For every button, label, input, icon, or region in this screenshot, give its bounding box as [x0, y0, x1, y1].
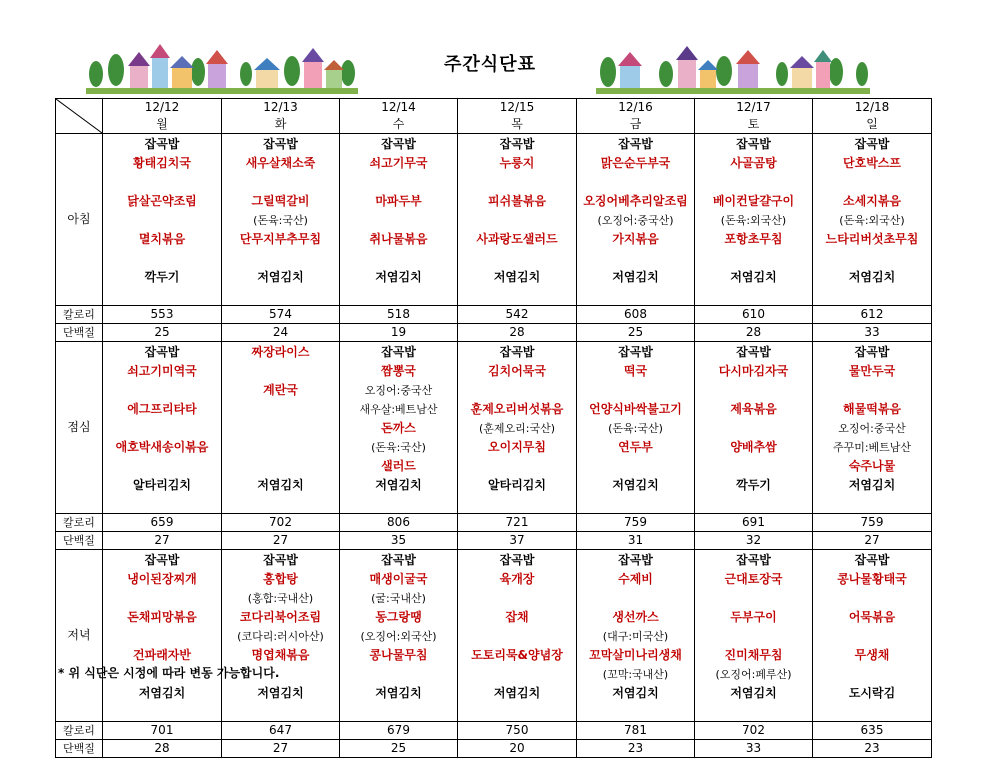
- menu-item: [222, 457, 339, 476]
- menu-item: 쇠고기무국: [369, 156, 428, 170]
- menu-item: 사과랑도샐러드: [476, 232, 558, 246]
- day-header: [695, 99, 813, 134]
- menu-item: 수제비: [618, 572, 653, 586]
- menu-item: 베이컨달걀구이: [712, 194, 795, 208]
- menu-cell: [340, 342, 458, 514]
- menu-item: 가지볶음: [612, 232, 659, 246]
- protein-value: 28: [458, 324, 577, 342]
- menu-item: 도시락김: [848, 686, 896, 700]
- header-row: [56, 99, 932, 134]
- menu-item: 잡곡밥: [499, 345, 535, 359]
- menu-item: 소세지볶음: [843, 194, 901, 208]
- menu-item: 샐러드: [381, 459, 416, 473]
- calorie-value: 542: [458, 306, 577, 324]
- meal-name: 저녁: [56, 550, 103, 722]
- menu-item: [222, 362, 339, 381]
- menu-cell: [458, 134, 577, 306]
- protein-value: 25: [103, 324, 222, 342]
- calorie-value: 679: [340, 722, 458, 740]
- protein-value: 27: [222, 532, 340, 550]
- menu-item: 저염김치: [612, 478, 659, 492]
- meal-row: [56, 342, 932, 514]
- protein-value: 27: [103, 532, 222, 550]
- menu-item: [458, 457, 576, 476]
- menu-item: [458, 249, 576, 268]
- menu-item: 잡곡밥: [144, 345, 180, 359]
- calorie-value: 574: [222, 306, 340, 324]
- menu-item: 저염김치: [375, 478, 422, 492]
- menu-item: 잡곡밥: [854, 345, 890, 359]
- menu-item: 저염김치: [375, 270, 422, 284]
- menu-item: [813, 381, 931, 400]
- menu-item: [103, 627, 221, 646]
- menu-item: 물만두국: [848, 364, 896, 378]
- menu-cell: [458, 550, 577, 722]
- diagonal-line: [56, 99, 102, 133]
- footnote: * 위 식단은 시정에 따라 변동 가능합니다.: [58, 666, 280, 680]
- menu-item: 잡곡밥: [263, 553, 298, 567]
- menu-item: [340, 665, 457, 684]
- menu-item: (오징어:페루산): [715, 668, 792, 681]
- menu-item: [458, 665, 576, 684]
- menu-item: 잡곡밥: [381, 345, 416, 359]
- calorie-value: 659: [103, 514, 222, 532]
- menu-item: (돈육:외국산): [839, 214, 905, 227]
- village-illustration-right: [596, 44, 870, 94]
- protein-value: 23: [813, 740, 932, 758]
- menu-cell: [695, 550, 813, 722]
- menu-item: 깍두기: [144, 270, 180, 284]
- day-header: [340, 99, 458, 134]
- menu-item: 잡곡밥: [381, 553, 416, 567]
- menu-item: 해물떡볶음: [843, 402, 901, 416]
- menu-item: 저염김치: [257, 478, 304, 492]
- menu-item: (돈육:국산): [371, 441, 426, 454]
- menu-item: 잡곡밥: [499, 553, 535, 567]
- menu-item: [695, 457, 812, 476]
- menu-cell: [103, 550, 222, 722]
- menu-item: 생선까스: [612, 610, 659, 624]
- menu-item: 숙주나물: [848, 459, 896, 473]
- menu-item: [695, 419, 812, 438]
- day-header: [222, 99, 340, 134]
- menu-item: 잡곡밥: [736, 137, 771, 151]
- menu-item: 콩나물무침: [369, 648, 428, 662]
- protein-value: 37: [458, 532, 577, 550]
- menu-item: 그릴떡갈비: [251, 194, 310, 208]
- menu-item: 잡곡밥: [736, 345, 771, 359]
- meal-name: 아침: [56, 134, 103, 306]
- day-date: 12/17: [736, 100, 771, 114]
- menu-item: 에그프리타타: [127, 402, 197, 416]
- menu-item: 매생이굴국: [369, 572, 428, 586]
- calorie-value: 701: [103, 722, 222, 740]
- calorie-value: 608: [577, 306, 695, 324]
- menu-item: 저염김치: [375, 686, 422, 700]
- menu-item: 맑은순두부국: [600, 156, 671, 170]
- protein-label: 단백질: [56, 740, 103, 758]
- calorie-value: 781: [577, 722, 695, 740]
- menu-item: 잡곡밥: [381, 137, 416, 151]
- protein-row: [56, 740, 932, 758]
- calorie-value: 759: [577, 514, 695, 532]
- menu-item: [458, 173, 576, 192]
- menu-cell: [458, 342, 577, 514]
- meal-name: 점심: [56, 342, 103, 514]
- menu-item: 육개장: [499, 572, 535, 586]
- menu-item: 홍합탕: [263, 572, 298, 586]
- menu-item: [103, 173, 221, 192]
- menu-item: 잡곡밥: [263, 137, 298, 151]
- meal-row: [56, 550, 932, 722]
- menu-item: 잡곡밥: [618, 345, 653, 359]
- menu-item: [813, 627, 931, 646]
- day-header: [577, 99, 695, 134]
- menu-item: [695, 249, 812, 268]
- protein-row: [56, 532, 932, 550]
- protein-value: 19: [340, 324, 458, 342]
- menu-cell: [695, 134, 813, 306]
- protein-value: 31: [577, 532, 695, 550]
- menu-item: 근대토장국: [724, 572, 783, 586]
- menu-item: 동그랑땡: [375, 610, 422, 624]
- menu-item: (홍합:국내산): [247, 592, 314, 605]
- menu-item: [695, 627, 812, 646]
- menu-item: [577, 249, 694, 268]
- menu-cell: [813, 342, 932, 514]
- menu-item: 김치어묵국: [488, 364, 546, 378]
- calorie-label: 칼로리: [56, 514, 103, 532]
- menu-item: [813, 173, 931, 192]
- menu-item: 마파두부: [375, 194, 422, 208]
- menu-item: 오징어:중국산: [364, 384, 433, 397]
- menu-item: 저염김치: [730, 270, 777, 284]
- menu-cell: [813, 134, 932, 306]
- calorie-value: 702: [222, 514, 340, 532]
- day-header: [103, 99, 222, 134]
- menu-cell: [577, 342, 695, 514]
- calorie-value: 612: [813, 306, 932, 324]
- menu-item: 짜장라이스: [251, 345, 310, 359]
- meal-row: [56, 134, 932, 306]
- menu-item: 저염김치: [730, 686, 777, 700]
- village-illustration-left: [86, 44, 358, 94]
- day-date: 12/15: [499, 100, 535, 114]
- menu-item: (오징어:외국산): [360, 630, 437, 643]
- menu-item: 훈제오리버섯볶음: [470, 402, 564, 416]
- menu-item: 잡곡밥: [144, 137, 180, 151]
- menu-item: 잡채: [505, 610, 529, 624]
- menu-item: 알타리김치: [488, 478, 546, 492]
- menu-item: 명엽채볶음: [251, 648, 310, 662]
- corner-cell: [56, 99, 103, 134]
- menu-item: [222, 419, 339, 438]
- protein-value: 25: [340, 740, 458, 758]
- menu-item: [103, 249, 221, 268]
- menu-item: [695, 589, 812, 608]
- menu-cell: [103, 134, 222, 306]
- menu-cell: [695, 342, 813, 514]
- menu-item: [103, 457, 221, 476]
- protein-value: 33: [695, 740, 813, 758]
- menu-cell: [222, 342, 340, 514]
- menu-item: 잡곡밥: [854, 137, 890, 151]
- menu-item: 잡곡밥: [144, 553, 180, 567]
- menu-item: 오이지무침: [488, 440, 546, 454]
- menu-item: [813, 665, 931, 684]
- calorie-value: 553: [103, 306, 222, 324]
- menu-item: [813, 589, 931, 608]
- protein-value: 28: [695, 324, 813, 342]
- menu-item: 진미채무침: [724, 648, 783, 662]
- menu-item: [222, 400, 339, 419]
- menu-cell: [577, 550, 695, 722]
- menu-item: 새우살:베트남산: [359, 403, 438, 416]
- menu-item: 짬뽕국: [381, 364, 416, 378]
- menu-item: (오징어:중국산): [597, 214, 674, 227]
- day-date: 12/12: [144, 100, 180, 114]
- menu-item: 냉이된장찌개: [127, 572, 197, 586]
- menu-cell: [340, 134, 458, 306]
- protein-value: 27: [813, 532, 932, 550]
- protein-label: 단백질: [56, 532, 103, 550]
- menu-item: 주꾸미:베트남산: [832, 441, 912, 454]
- menu-item: 쇠고기미역국: [127, 364, 197, 378]
- menu-item: 돈채피망볶음: [127, 610, 197, 624]
- menu-item: 단무지부추무침: [239, 232, 322, 246]
- calorie-row: [56, 306, 932, 324]
- menu-item: [340, 173, 457, 192]
- calorie-value: 610: [695, 306, 813, 324]
- menu-item: 콩나물황태국: [837, 572, 907, 586]
- menu-item: 다시마김자국: [718, 364, 789, 378]
- menu-item: [103, 211, 221, 230]
- menu-item: 닭살곤약조림: [127, 194, 197, 208]
- menu-item: 사골곰탕: [730, 156, 777, 170]
- menu-item: [222, 438, 339, 457]
- protein-value: 20: [458, 740, 577, 758]
- menu-item: [577, 173, 694, 192]
- menu-item: 연두부: [618, 440, 653, 454]
- menu-item: [695, 173, 812, 192]
- protein-value: 35: [340, 532, 458, 550]
- day-weekday: 화: [274, 117, 287, 131]
- day-header: [458, 99, 577, 134]
- calorie-value: 702: [695, 722, 813, 740]
- menu-item: 떡국: [623, 364, 648, 378]
- menu-item: 잡곡밥: [736, 553, 771, 567]
- menu-item: [103, 589, 221, 608]
- menu-item: 저염김치: [612, 686, 659, 700]
- menu-item: [222, 249, 339, 268]
- menu-item: 저염김치: [612, 270, 659, 284]
- menu-item: 저염김치: [493, 270, 541, 284]
- menu-item: 제육볶음: [730, 402, 777, 416]
- menu-item: [222, 173, 339, 192]
- protein-value: 24: [222, 324, 340, 342]
- day-header: [813, 99, 932, 134]
- menu-item: 언양식바싹불고기: [589, 402, 682, 416]
- menu-item: (코다리:러시아산): [237, 630, 324, 643]
- menu-item: (돈육:외국산): [720, 214, 787, 227]
- menu-item: [103, 419, 221, 438]
- day-weekday: 금: [629, 117, 642, 131]
- menu-item: 잡곡밥: [618, 553, 653, 567]
- menu-item: 오징어:중국산: [838, 422, 906, 435]
- menu-item: 단호박스프: [843, 156, 901, 170]
- menu-item: [340, 211, 457, 230]
- menu-item: (대구:미국산): [602, 630, 669, 643]
- day-date: 12/14: [381, 100, 416, 114]
- menu-item: 무생채: [854, 648, 890, 662]
- menu-item: 애호박새송이볶음: [115, 440, 209, 454]
- protein-value: 27: [222, 740, 340, 758]
- menu-cell: [222, 550, 340, 722]
- calorie-row: [56, 514, 932, 532]
- day-weekday: 일: [866, 117, 878, 131]
- day-weekday: 목: [511, 117, 523, 131]
- calorie-label: 칼로리: [56, 722, 103, 740]
- menu-item: 도토리묵&양념장: [471, 648, 563, 662]
- menu-item: 알타리김치: [133, 478, 191, 492]
- menu-item: 오징어베추리알조림: [583, 194, 688, 208]
- calorie-row: [56, 722, 932, 740]
- day-weekday: 수: [392, 117, 405, 131]
- menu-item: 피쉬볼볶음: [488, 194, 546, 208]
- protein-row: [56, 324, 932, 342]
- menu-item: [813, 249, 931, 268]
- calorie-value: 750: [458, 722, 577, 740]
- menu-item: (훈제오리:국산): [478, 422, 556, 435]
- menu-item: [577, 589, 694, 608]
- day-weekday: 토: [747, 117, 760, 131]
- menu-item: 취나물볶음: [369, 232, 428, 246]
- calorie-value: 806: [340, 514, 458, 532]
- menu-item: 코다리북어조림: [239, 610, 322, 624]
- menu-item: (굴:국내산): [371, 592, 426, 605]
- menu-item: 건파래자반: [133, 648, 191, 662]
- page-title: 주간식단표: [444, 54, 536, 75]
- menu-item: [577, 457, 694, 476]
- calorie-value: 635: [813, 722, 932, 740]
- weekly-menu-table: [55, 98, 932, 758]
- menu-item: 포항초무침: [724, 232, 783, 246]
- day-weekday: 월: [156, 117, 168, 131]
- day-date: 12/18: [854, 100, 890, 114]
- menu-cell: [103, 342, 222, 514]
- protein-value: 23: [577, 740, 695, 758]
- menu-item: [340, 249, 457, 268]
- protein-value: 33: [813, 324, 932, 342]
- menu-item: (꼬막:국내산): [602, 668, 669, 681]
- menu-item: 누룽지: [499, 156, 535, 170]
- menu-item: 잡곡밥: [499, 137, 535, 151]
- menu-item: [695, 381, 812, 400]
- menu-item: [458, 381, 576, 400]
- menu-item: 돈까스: [381, 421, 416, 435]
- menu-item: 저염김치: [138, 686, 186, 700]
- menu-item: [458, 589, 576, 608]
- menu-item: (돈육:국산): [608, 422, 663, 435]
- menu-cell: [813, 550, 932, 722]
- menu-item: 멸치볶음: [138, 232, 186, 246]
- menu-cell: [222, 134, 340, 306]
- menu-item: 잡곡밥: [854, 553, 890, 567]
- menu-item: [458, 211, 576, 230]
- menu-item: 새우살채소죽: [245, 156, 316, 170]
- protein-value: 32: [695, 532, 813, 550]
- day-date: 12/13: [263, 100, 298, 114]
- protein-value: 25: [577, 324, 695, 342]
- menu-item: 저염김치: [848, 478, 896, 492]
- menu-item: 황태김치국: [133, 156, 191, 170]
- menu-item: [458, 627, 576, 646]
- menu-item: (돈육:국산): [253, 214, 308, 227]
- menu-item: 저염김치: [257, 270, 304, 284]
- calorie-value: 647: [222, 722, 340, 740]
- menu-item: 저염김치: [848, 270, 896, 284]
- menu-item: 양배추쌈: [730, 440, 777, 454]
- calorie-value: 691: [695, 514, 813, 532]
- menu-item: [577, 381, 694, 400]
- menu-cell: [340, 550, 458, 722]
- protein-label: 단백질: [56, 324, 103, 342]
- menu-item: 계란국: [263, 383, 298, 397]
- menu-item: [103, 381, 221, 400]
- menu-item: 저염김치: [493, 686, 541, 700]
- menu-item: 잡곡밥: [618, 137, 653, 151]
- day-date: 12/16: [618, 100, 653, 114]
- menu-item: 두부구이: [730, 610, 777, 624]
- menu-item: 저염김치: [257, 686, 304, 700]
- menu-item: 느타리버섯초무침: [825, 232, 919, 246]
- menu-cell: [577, 134, 695, 306]
- protein-value: 28: [103, 740, 222, 758]
- menu-item: 꼬막살미나리생채: [589, 648, 682, 662]
- menu-item: 어묵볶음: [848, 610, 896, 624]
- calorie-value: 759: [813, 514, 932, 532]
- calorie-label: 칼로리: [56, 306, 103, 324]
- calorie-value: 721: [458, 514, 577, 532]
- menu-item: 깍두기: [736, 478, 771, 492]
- calorie-value: 518: [340, 306, 458, 324]
